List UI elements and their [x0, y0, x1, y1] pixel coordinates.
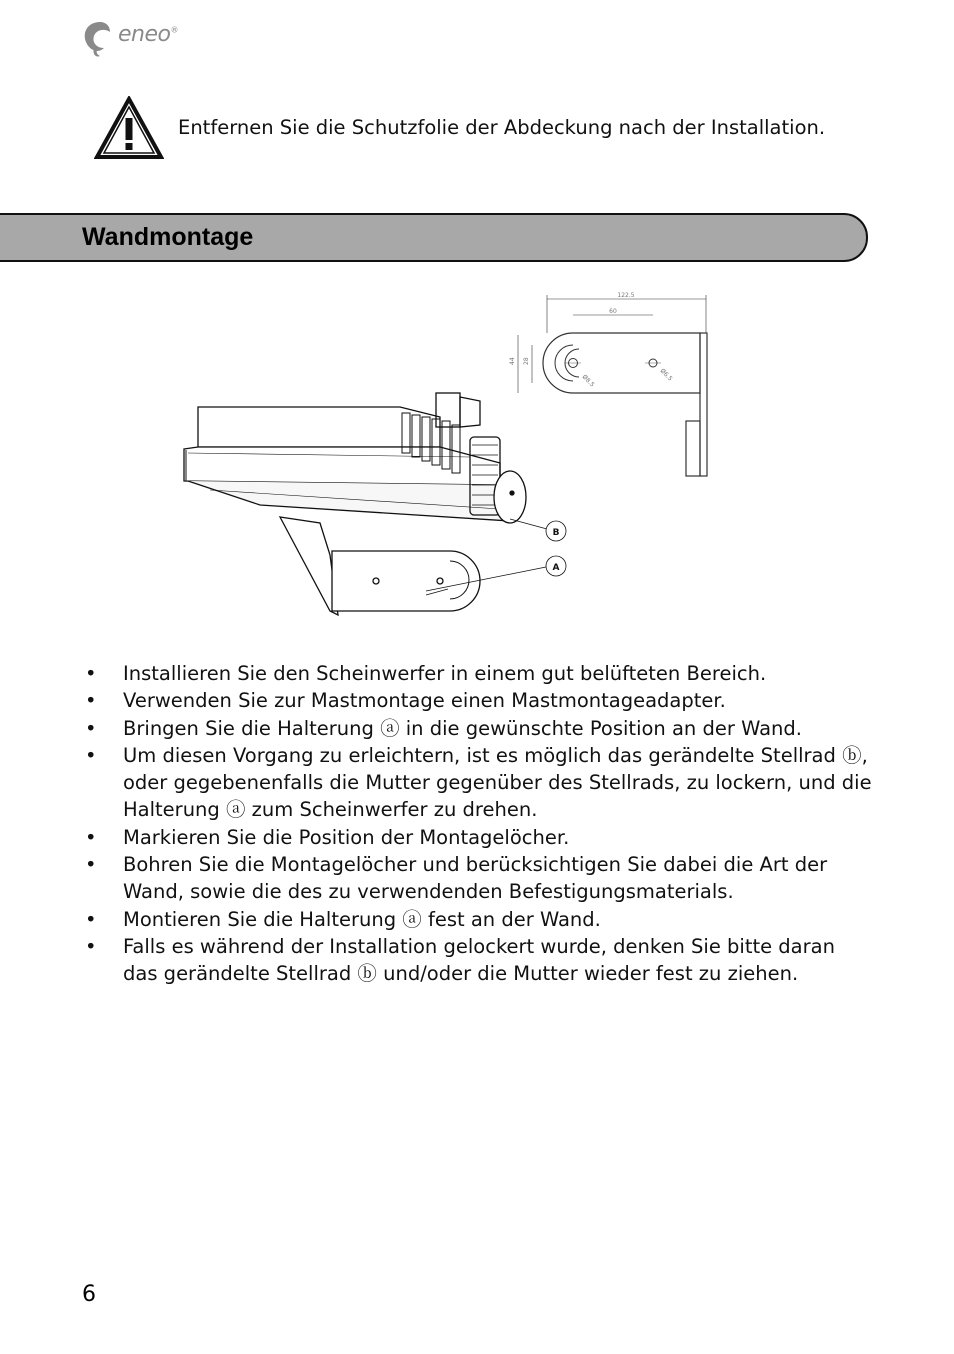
dimension-hole-2: Ø6.5: [658, 367, 674, 383]
list-item-text: Montieren Sie die Halterung ⓐ fest an der Wand.: [123, 907, 601, 931]
page-number: 6: [82, 1282, 96, 1307]
list-item: [82, 824, 872, 851]
list-item: [82, 715, 872, 742]
dimension-height-inner: 28: [523, 357, 530, 365]
list-item-text: Verwenden Sie zur Mastmontage einen Mastmontageadapter.: [123, 689, 726, 713]
list-item: [82, 687, 872, 714]
eneo-logo: [80, 18, 190, 58]
list-item-text: Bohren Sie die Montagelöcher und berücksichtigen Sie dabei die Art der Wand, sowie die des zu verwendenden Befestigungsmaterials.: [123, 853, 828, 904]
dimension-hole-distance: 60: [609, 308, 617, 315]
bullet-dot: •: [85, 907, 97, 931]
instruction-list: [82, 660, 872, 988]
warning-text: Entfernen Sie die Schutzfolie der Abdeckung nach der Installation.: [178, 116, 826, 139]
list-item-text: Um diesen Vorgang zu erleichtern, ist es möglich das gerändelte Stellrad ⓑ, oder gegebenenfalls die Mutter gegenüber des Stellrads, zu lockern, und die Halterung ⓐ zum Scheinwerfer zu drehen.: [123, 743, 872, 822]
bullet-dot: •: [85, 743, 97, 767]
list-item-text: Installieren Sie den Scheinwerfer in einem gut belüfteten Bereich.: [123, 662, 767, 685]
list-item-text: Markieren Sie die Position der Montagelöcher.: [123, 825, 570, 849]
dimension-height-outer: 44: [509, 357, 516, 365]
list-item: [82, 742, 872, 824]
callout-b-label: B: [552, 528, 560, 538]
bullet-dot: •: [85, 934, 97, 958]
registered-mark: ®: [170, 25, 178, 35]
bullet-dot: •: [85, 662, 97, 685]
callout-a-label: A: [552, 563, 560, 573]
callout-b: [510, 519, 566, 541]
list-item: [82, 933, 872, 988]
dimension-hole-1: Ø8.5: [580, 373, 596, 389]
floodlight-drawing: [184, 393, 526, 615]
list-item: [82, 660, 872, 687]
section-title: Wandmontage: [82, 223, 254, 251]
eneo-swirl-icon: [80, 18, 120, 58]
bracket-technical-drawing: [509, 292, 707, 476]
dimension-total-width: 122.5: [617, 292, 635, 299]
wall-mount-figure: [170, 285, 730, 630]
list-item: [82, 851, 872, 906]
list-item-text: Bringen Sie die Halterung ⓐ in die gewünschte Position an der Wand.: [123, 716, 802, 740]
list-item: [82, 906, 872, 933]
list-item-text: Falls es während der Installation gelockert wurde, denken Sie bitte daran das gerändelte Stellrad ⓑ und/oder die Mutter wieder fest zu ziehen.: [123, 934, 835, 986]
warning-triangle-icon: [94, 96, 164, 160]
bullet-dot: •: [85, 689, 97, 713]
bullet-dot: •: [85, 853, 97, 877]
logo-text: eneo®: [118, 22, 178, 47]
bullet-dot: •: [85, 716, 97, 740]
bullet-dot: •: [85, 825, 97, 849]
